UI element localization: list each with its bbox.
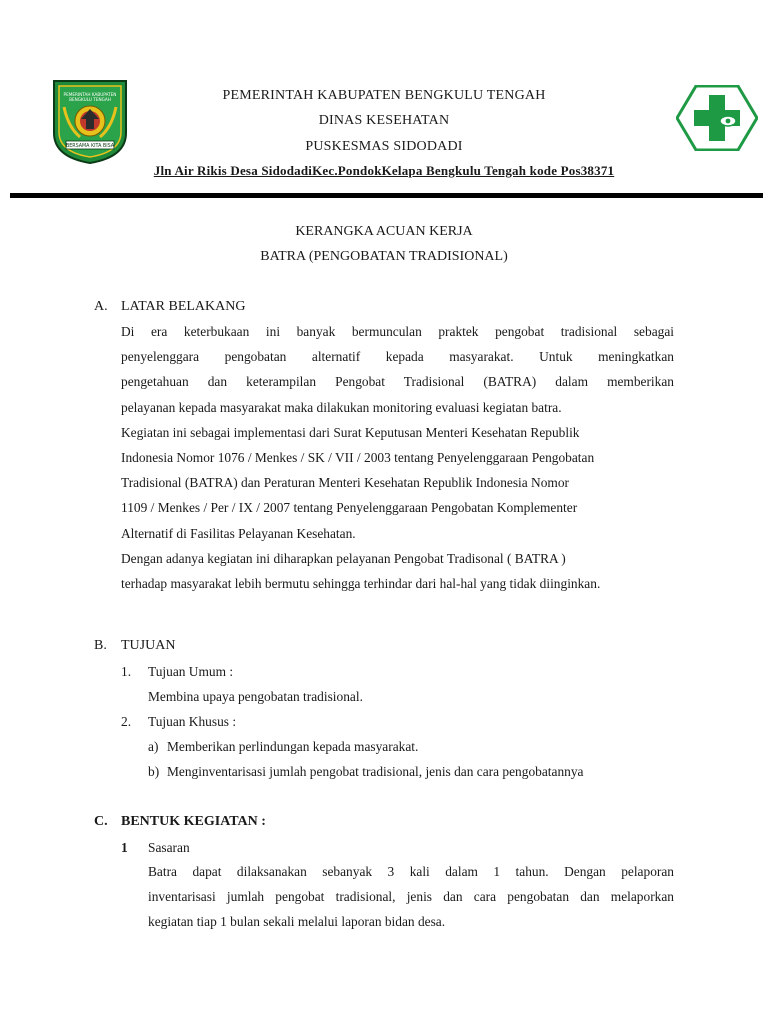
section-a-title: LATAR BELAKANG (121, 299, 246, 314)
section-b-title: TUJUAN (121, 638, 176, 653)
emblem-text: PEMERINTAH KABUPATEN (63, 92, 117, 97)
tujuan-umum-text: Membina upaya pengobatan tradisional. (148, 689, 363, 704)
document-title: KERANGKA ACUAN KERJA (295, 224, 473, 239)
text-line: Dengan adanya kegiatan ini diharapkan pelayanan Pengobat Tradisonal ( BATRA ) (121, 550, 566, 566)
text-line: penyelenggara pengobatan alternatif kepada masyarakat. Untuk meningkatkan (121, 349, 674, 365)
sasaran-label: Sasaran (148, 840, 190, 855)
text-line: pengetahuan dan keterampilan Pengobat Tradisional (BATRA) dalam memberikan (121, 374, 674, 390)
text-line: inventarisasi jumlah pengobat tradisional, jenis dan cara pengobatan dan melaporkan (148, 889, 674, 905)
text-line: Indonesia Nomor 1076 / Menkes / SK / VII / 2003 tentang Penyelenggaraan Pengobatan (121, 450, 595, 466)
section-a-paragraph-1 (121, 319, 674, 596)
text-line: Alternatif di Fasilitas Pelayanan Kesehatan. (121, 525, 356, 541)
header-address: Jln Air Rikis Desa SidodadiKec.PondokKelapa Bengkulu Tengah kode Pos38371 (153, 163, 615, 178)
sub-list-marker: a) (148, 739, 159, 754)
list-number: 1 (121, 840, 128, 855)
sub-list-marker: b) (148, 764, 160, 779)
sasaran-paragraph (148, 859, 674, 935)
text-line: 1109 / Menkes / Per / IX / 2007 tentang Penyelenggaraan Pengobatan Komplementer (121, 500, 578, 516)
text-line: Kegiatan ini sebagai implementasi dari Surat Keputusan Menteri Kesehatan Republik (121, 424, 580, 440)
section-b-letter: B. (94, 638, 107, 653)
tujuan-umum-label: Tujuan Umum : (148, 664, 234, 679)
document-subtitle: BATRA (PENGOBATAN TRADISIONAL) (260, 249, 508, 264)
text-line: Tradisional (BATRA) dan Peraturan Menteri Kesehatan Republik Indonesia Nomor (121, 475, 569, 491)
text-line: kegiatan tiap 1 bulan sekali melalui laporan bidan desa. (148, 914, 446, 930)
section-c-title: BENTUK KEGIATAN : (121, 814, 266, 829)
section-c-letter: C. (94, 814, 108, 829)
section-a-letter: A. (94, 299, 108, 314)
svg-text:BERSAMA KITA BISA: BERSAMA KITA BISA (65, 144, 115, 149)
header-divider (10, 193, 763, 198)
header-department: DINAS KESEHATAN (318, 113, 450, 128)
header-puskesmas: PUSKESMAS SIDODADI (305, 139, 463, 154)
tujuan-khusus-a: Memberikan perlindungan kepada masyarakat. (167, 739, 419, 754)
tujuan-khusus-b: Menginventarisasi jumlah pengobat tradisional, jenis dan cara pengobatannya (167, 764, 584, 779)
list-number: 2. (121, 714, 132, 729)
text-line: pelayanan kepada masyarakat maka dilakukan monitoring evaluasi kegiatan batra. (121, 399, 562, 415)
text-line: terhadap masyarakat lebih bermutu sehingga terhindar dari hal-hal yang tidak diinginkan. (121, 576, 601, 592)
list-number: 1. (121, 664, 132, 679)
tujuan-khusus-label: Tujuan Khusus : (148, 714, 237, 729)
svg-text:BENGKULU TENGAH: BENGKULU TENGAH (69, 97, 111, 102)
text-line: Di era keterbukaan ini banyak bermunculan praktek pengobat tradisional sebagai (121, 324, 674, 339)
header-government: PEMERINTAH KABUPATEN BENGKULU TENGAH (222, 88, 546, 103)
text-line: Batra dapat dilaksanakan sebanyak 3 kali dalam 1 tahun. Dengan pelaporan (148, 864, 674, 879)
